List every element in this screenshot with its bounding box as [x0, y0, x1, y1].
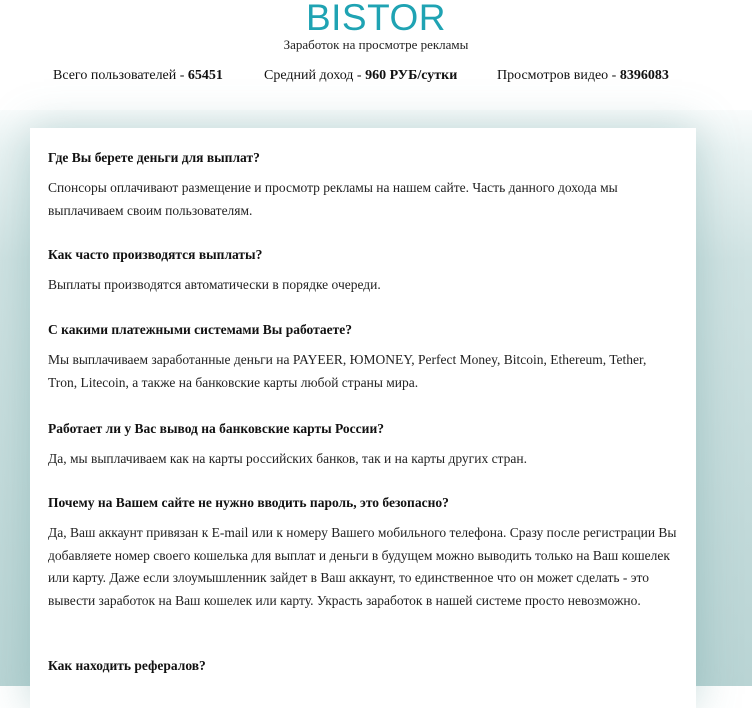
faq-item	[48, 657, 678, 675]
faq-item	[48, 321, 678, 394]
stat-video-views	[497, 67, 669, 85]
faq-answer: Да, мы выплачиваем как на карты российских банков, так и на карты других стран.	[48, 451, 527, 466]
faq-question: Где Вы берете деньги для выплат?	[48, 150, 260, 165]
faq-item	[48, 246, 678, 297]
faq-answer: Да, Ваш аккаунт привязан к E-mail или к номеру Вашего мобильного телефона. Сразу после регистрации Вы добавляете номер своего кошелька для выплат и деньги в будущем можно выводить только на Ваш кошелек или карту. Даже если злоумышленник зайдет в Ваш аккаунт, то единственное что он может сделать - это вывести заработок на Ваш кошелек или карту. Украсть заработок в нашей системе просто невозможно.	[48, 525, 677, 608]
faq-question: Как часто производятся выплаты?	[48, 247, 263, 262]
stat-value: 65451	[187, 68, 223, 83]
faq-question: Работает ли у Вас вывод на банковские карты России?	[48, 421, 384, 436]
stat-value: 8396083	[619, 68, 669, 83]
faq-question: Почему на Вашем сайте не нужно вводить пароль, это безопасно?	[48, 495, 449, 510]
site-tagline: Заработок на просмотре рекламы	[283, 37, 469, 52]
faq-question: С какими платежными системами Вы работаете?	[48, 322, 353, 337]
stat-value: 960 РУБ/сутки	[365, 68, 458, 83]
site-header	[0, 0, 752, 110]
faq-card	[30, 128, 696, 708]
stat-label: Всего пользователей -	[53, 68, 188, 83]
stat-total-users	[53, 67, 223, 85]
stat-label: Средний доход -	[264, 68, 366, 83]
stat-average-income	[264, 67, 457, 85]
faq-question: Как находить рефералов?	[48, 658, 206, 673]
faq-item	[48, 494, 678, 612]
faq-item	[48, 149, 678, 222]
faq-item	[48, 420, 678, 471]
faq-answer: Выплаты производятся автоматически в порядке очереди.	[48, 277, 381, 292]
site-logo[interactable]: BISTOR	[305, 0, 447, 38]
faq-answer: Спонсоры оплачивают размещение и просмотр рекламы на нашем сайте. Часть данного дохода мы выплачиваем своим пользователям.	[48, 180, 618, 218]
faq-answer: Мы выплачиваем заработанные деньги на PAYEER, ЮMONEY, Perfect Money, Bitcoin, Ethereum, Tether, Tron, Litecoin, а также на банковские карты любой страны мира.	[48, 352, 647, 390]
stats-bar	[0, 67, 752, 85]
stat-label: Просмотров видео -	[497, 68, 620, 83]
